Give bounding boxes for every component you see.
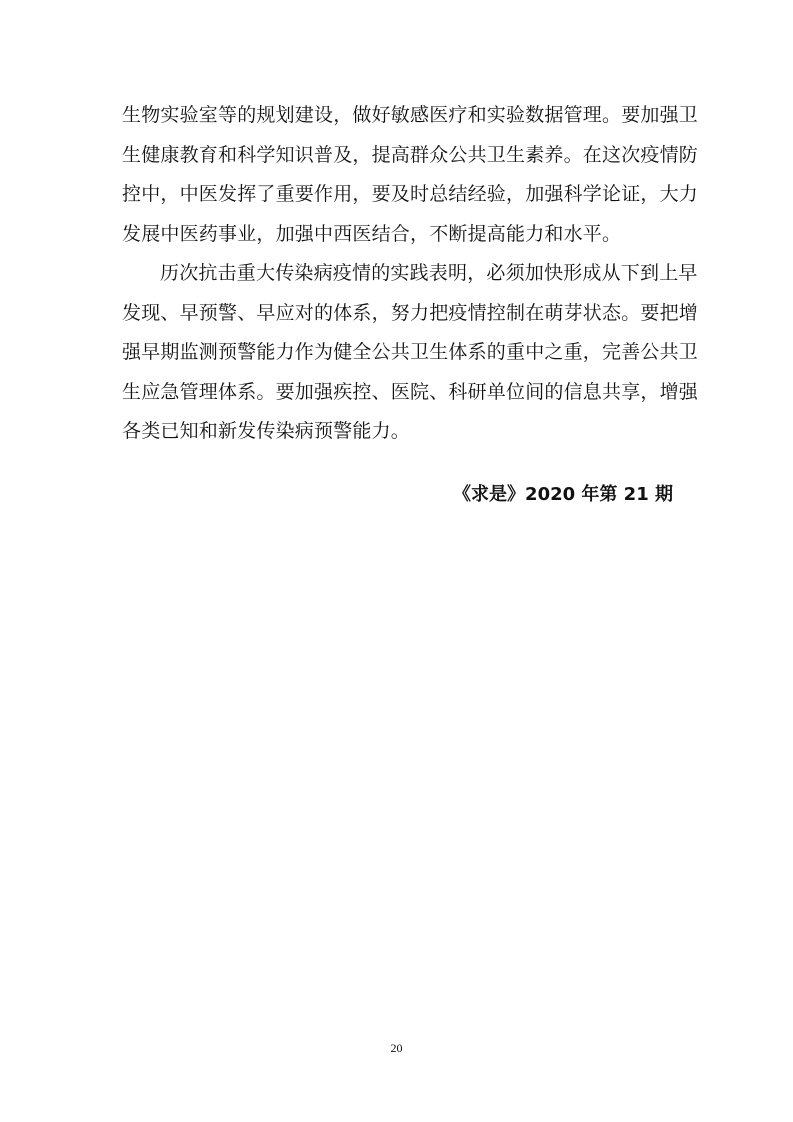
page-number: 20 [390,1041,403,1055]
text-line: 发展中医药事业，加强中西医结合，不断提高能力和水平。 [122,222,622,245]
source-citation: 《求是》2020 年第 21 期 [453,484,673,505]
text-line: 各类已知和新发传染病预警能力。 [122,420,411,442]
paragraph-1 [122,96,699,254]
text-line: 发现、早预警、早应对的体系，努力把疫情控制在萌芽状态。要把增 [122,301,699,324]
body-text [122,96,699,452]
text-line: 生健康教育和科学知识普及，提高群众公共卫生素养。在这次疫情防 [122,143,699,166]
text-line: 生物实验室等的规划建设，做好敏感医疗和实验数据管理。要加强卫 [122,104,699,126]
text-line: 历次抗击重大传染病疫情的实践表明，必须加快形成从下到上早 [160,262,698,284]
paragraph-2 [122,254,699,452]
text-line: 生应急管理体系。要加强疾控、医院、科研单位间的信息共享，增强 [122,380,699,403]
text-line: 强早期监测预警能力作为健全公共卫生体系的重中之重，完善公共卫 [122,341,699,363]
text-line: 控中，中医发挥了重要作用，要及时总结经验，加强科学论证，大力 [122,183,699,205]
